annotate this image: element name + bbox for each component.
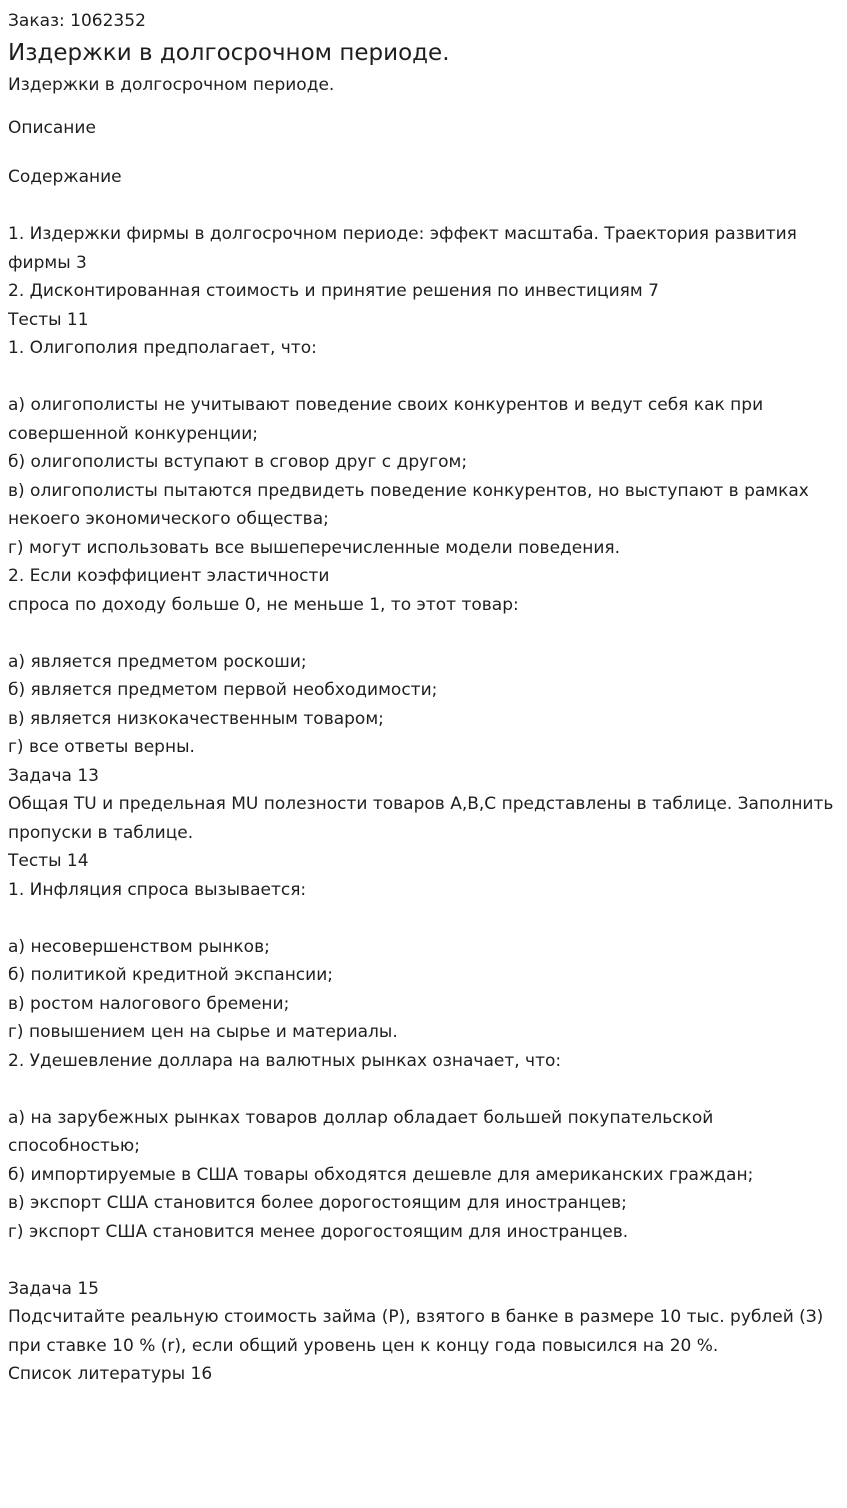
description-content: Содержание 1. Издержки фирмы в долгосрочном периоде: эффект масштаба. Траектория развития фирмы 3 2. Дисконтированная стоимость и принятие решения по инвестициям 7 Тесты 11 1. Олигополия предполагает, что: а) олигополисты не учитывают поведение своих конкурентов и ведут себя как при совершенной конкуренции; б) олигополисты вступают в сговор друг с другом; в) олигополисты пытаются предвидеть поведение конкурентов, но выступают в рамках некоего экономического общества; г) могут использовать все вышеперечисленные модели поведения. 2. Если коэффициент эластичности спроса по доходу больше 0, не меньше 1, то этот товар: а) является предметом роскоши; б) является предметом первой необходимости; в) является низкокачественным товаром; г) все ответы верны. Задача 13 Общая TU и предельная MU полезности товаров A,B,C представлены в таблице. Заполнить пропуски в таблице. Тесты 14 1. Инфляция спроса вызывается: а) несовершенством рынков; б) политикой кредитной экспансии; в) ростом налогового бремени; г) повышением цен на сырье и материалы. 2. Удешевление доллара на валютных рынках означает, что: а) на зарубежных рынках товаров доллар обладает большей покупательской способностью; б) импортируемые в США товары обходятся дешевле для американских граждан; в) экспорт США становится более дорогостоящим для иностранцев; г) экспорт США становится менее дорогостоящим для иностранцев. Задача 15 Подсчитайте реальную стоимость займа (Р), взятого в банке в размере 10 тыс. рублей (З) при ставке 10 % (r), если общий уровень цен к концу года повысился на 20 %. Список литературы 16 [8,167,834,1384]
page-subtitle: Издержки в долгосрочном периоде. [8,75,335,95]
order-number: Заказ: 1062352 [8,11,146,31]
page-title: Издержки в долгосрочном периоде. [8,40,450,66]
description-label: Описание [8,118,96,138]
